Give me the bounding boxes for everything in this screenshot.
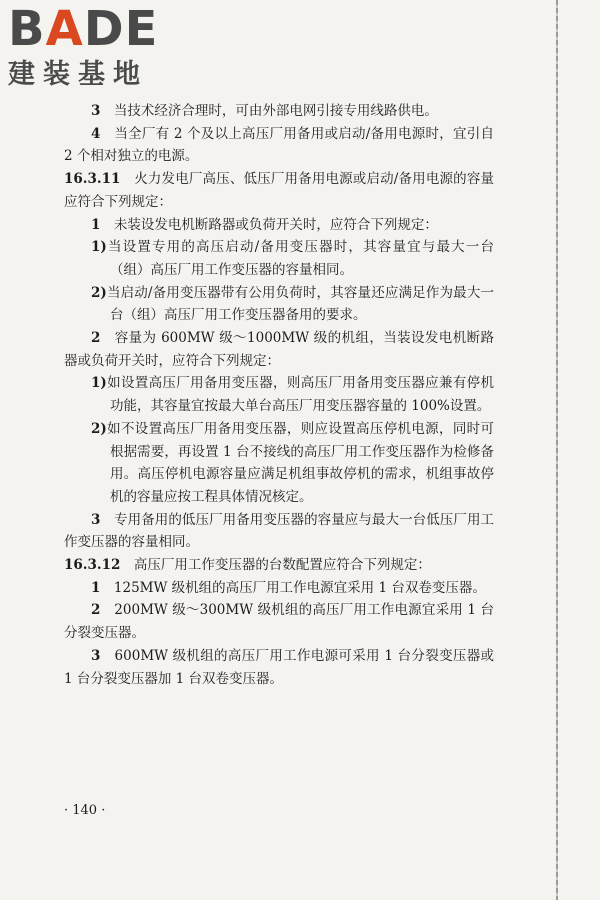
clause-16-3-12-item-2: 2 200MW 级～300MW 级机组的高压厂用工作电源宜采用 1 台分裂变压器。 xyxy=(64,602,495,642)
clause-16-3-12: 16.3.12 高压厂用工作变压器的台数配置应符合下列规定： xyxy=(64,557,431,574)
item-4-two-sources: 4 当全厂有 2 个及以上高压厂用备用或启动/备用电源时，宜引自 2 个相对独立的电源。 xyxy=(64,125,494,165)
clause-16-3-11-item-2-sub-1: 1)如设置高压厂用备用变压器，则高压厂用备用变压器应兼有停机功能，其容量宜按最大单台高压厂用变压器容量的 100%设置。 xyxy=(91,375,494,415)
scan-edge-line xyxy=(556,0,558,900)
document-body xyxy=(64,100,494,690)
clause-16-3-11: 16.3.11 火力发电厂高压、低压厂用备用电源或启动/备用电源的容量应符合下列规定： xyxy=(64,171,494,210)
bade-logo xyxy=(8,1,178,96)
item-3-external-grid: 3 当技术经济合理时，可由外部电网引接专用线路供电。 xyxy=(91,103,438,119)
clause-16-3-11-item-2-sub-2: 2)如不设置高压厂用备用变压器，则应设置高压停机电源，同时可根据需要，再设置 1 台不接线的高压厂用工作变压器作为检修备用。高压停机电源容量应满足机组事故停机的需求，机组事故停机的容量应按工程具体情况核定。 xyxy=(91,420,494,505)
page-number: · 140 · xyxy=(64,803,106,818)
clause-16-3-11-item-2: 2 容量为 600MW 级～1000MW 级的机组，当装设发电机断路器或负荷开关时，应符合下列规定： xyxy=(64,330,494,369)
clause-16-3-12-item-3: 3 600MW 级机组的高压厂用工作电源可采用 1 台分裂变压器或 1 台分裂变压器加 1 台双卷变压器。 xyxy=(64,647,495,687)
clause-16-3-11-item-1-sub-2: 2)当启动/备用变压器带有公用负荷时，其容量还应满足作为最大一台（组）高压厂用工作变压器备用的要求。 xyxy=(91,284,494,324)
logo-wordmark: BADE xyxy=(8,1,159,57)
clause-16-3-12-item-1: 1 125MW 级机组的高压厂用工作电源宜采用 1 台双卷变压器。 xyxy=(91,579,486,596)
logo-subtitle: 建装基地 xyxy=(8,59,148,90)
clause-16-3-11-item-1: 1 未装设发电机断路器或负荷开关时，应符合下列规定： xyxy=(91,216,438,233)
clause-16-3-11-item-3: 3 专用备用的低压厂用备用变压器的容量应与最大一台低压厂用工作变压器的容量相同。 xyxy=(64,511,495,551)
clause-16-3-11-item-1-sub-1: 1)当设置专用的高压启动/备用变压器时，其容量宜与最大一台（组）高压厂用工作变压器的容量相同。 xyxy=(91,239,494,278)
